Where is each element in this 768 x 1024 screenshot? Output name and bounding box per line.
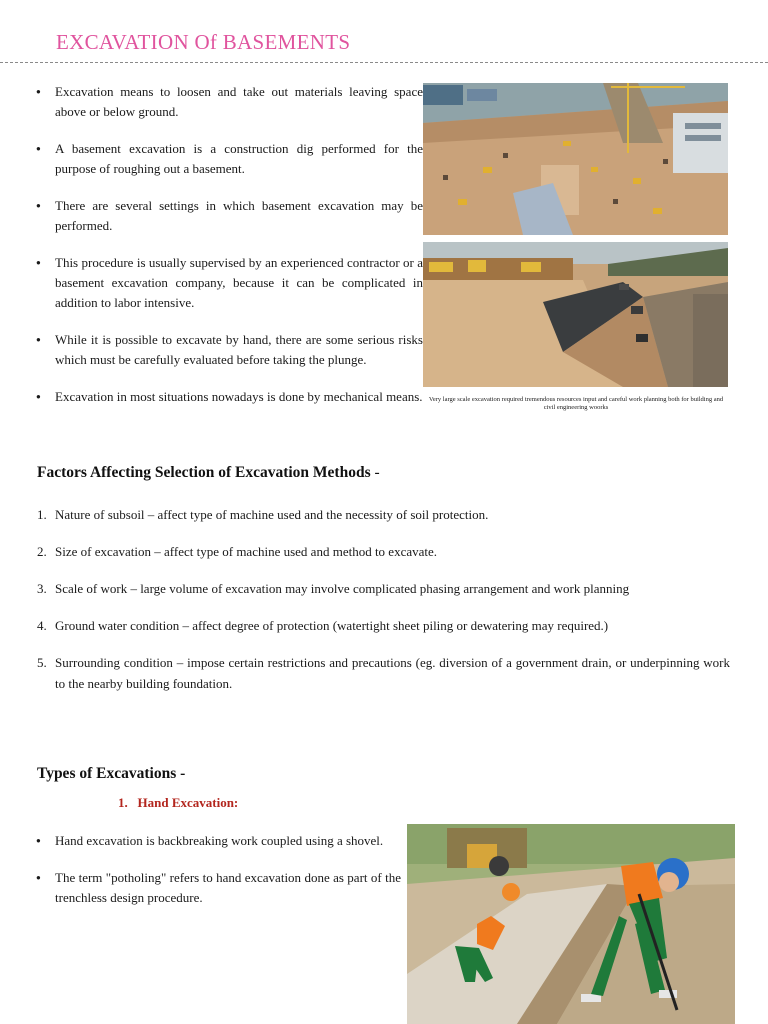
- list-item: ● The term "potholing" refers to hand excavation done as part of the trenchless design procedure.: [37, 868, 401, 908]
- factor-item: [37, 541, 730, 562]
- factor-item: [37, 615, 730, 636]
- item-number: 1.: [37, 507, 47, 522]
- factor-text: Nature of subsoil – affect type of machine used and the necessity of soil protection.: [55, 507, 489, 522]
- image-caption: Very large scale excavation required tremendous resources input and careful work planning both for building and civil engineering woorks: [428, 396, 724, 411]
- item-number: 2.: [37, 544, 47, 559]
- factor-item: [37, 652, 730, 694]
- list-item: ● This procedure is usually supervised by an experienced contractor or a basement excavation company, because it can be complicated in addition to labor intensive.: [37, 253, 423, 313]
- factor-text: Surrounding condition – impose certain restrictions and precautions (eg. diversion of a government drain, or underpinning work to the nearby building foundation.: [55, 655, 730, 691]
- factors-list: [37, 504, 730, 710]
- list-item: ● There are several settings in which basement excavation may be performed.: [37, 196, 423, 236]
- list-item: ● Excavation in most situations nowadays is done by mechanical means.: [37, 387, 423, 407]
- intro-bullet-list: [37, 82, 423, 424]
- construction-site-aerial-photo: [423, 83, 728, 235]
- factors-heading-suffix: -: [370, 464, 380, 481]
- item-number: 5.: [37, 655, 47, 670]
- title-divider: [0, 62, 768, 63]
- list-item: ● Hand excavation is backbreaking work coupled using a shovel.: [37, 831, 401, 851]
- factor-text: Size of excavation – affect type of machine used and method to excavate.: [55, 544, 438, 559]
- page-title: EXCAVATION Of BASEMENTS: [56, 30, 351, 54]
- hand-excavation-subheading: 1. Hand Excavation:: [118, 795, 239, 810]
- list-item: ● Excavation means to loosen and take out materials leaving space above or below ground.: [37, 82, 423, 122]
- item-number: 3.: [37, 581, 47, 596]
- factor-text: Scale of work – large volume of excavation may involve complicated phasing arrangement and work planning: [55, 581, 630, 596]
- types-heading: Types of Excavations -: [37, 765, 186, 782]
- item-number: 4.: [37, 618, 47, 633]
- factors-heading: [37, 464, 380, 482]
- hand-excavation-workers-photo: [407, 824, 735, 1024]
- hand-excavation-list: [37, 831, 401, 925]
- factor-item: [37, 504, 730, 525]
- factor-item: [37, 578, 730, 599]
- retaining-wall-excavation-photo: [423, 242, 728, 387]
- factors-heading-text: Factors Affecting Selection of Excavation Methods: [37, 464, 371, 481]
- list-item: ● A basement excavation is a construction dig performed for the purpose of roughing out a basement.: [37, 139, 423, 179]
- factor-text: Ground water condition – affect degree of protection (watertight sheet piling or dewatering may required.): [55, 618, 609, 633]
- list-item: ● While it is possible to excavate by hand, there are some serious risks which must be carefully evaluated before taking the plunge.: [37, 330, 423, 370]
